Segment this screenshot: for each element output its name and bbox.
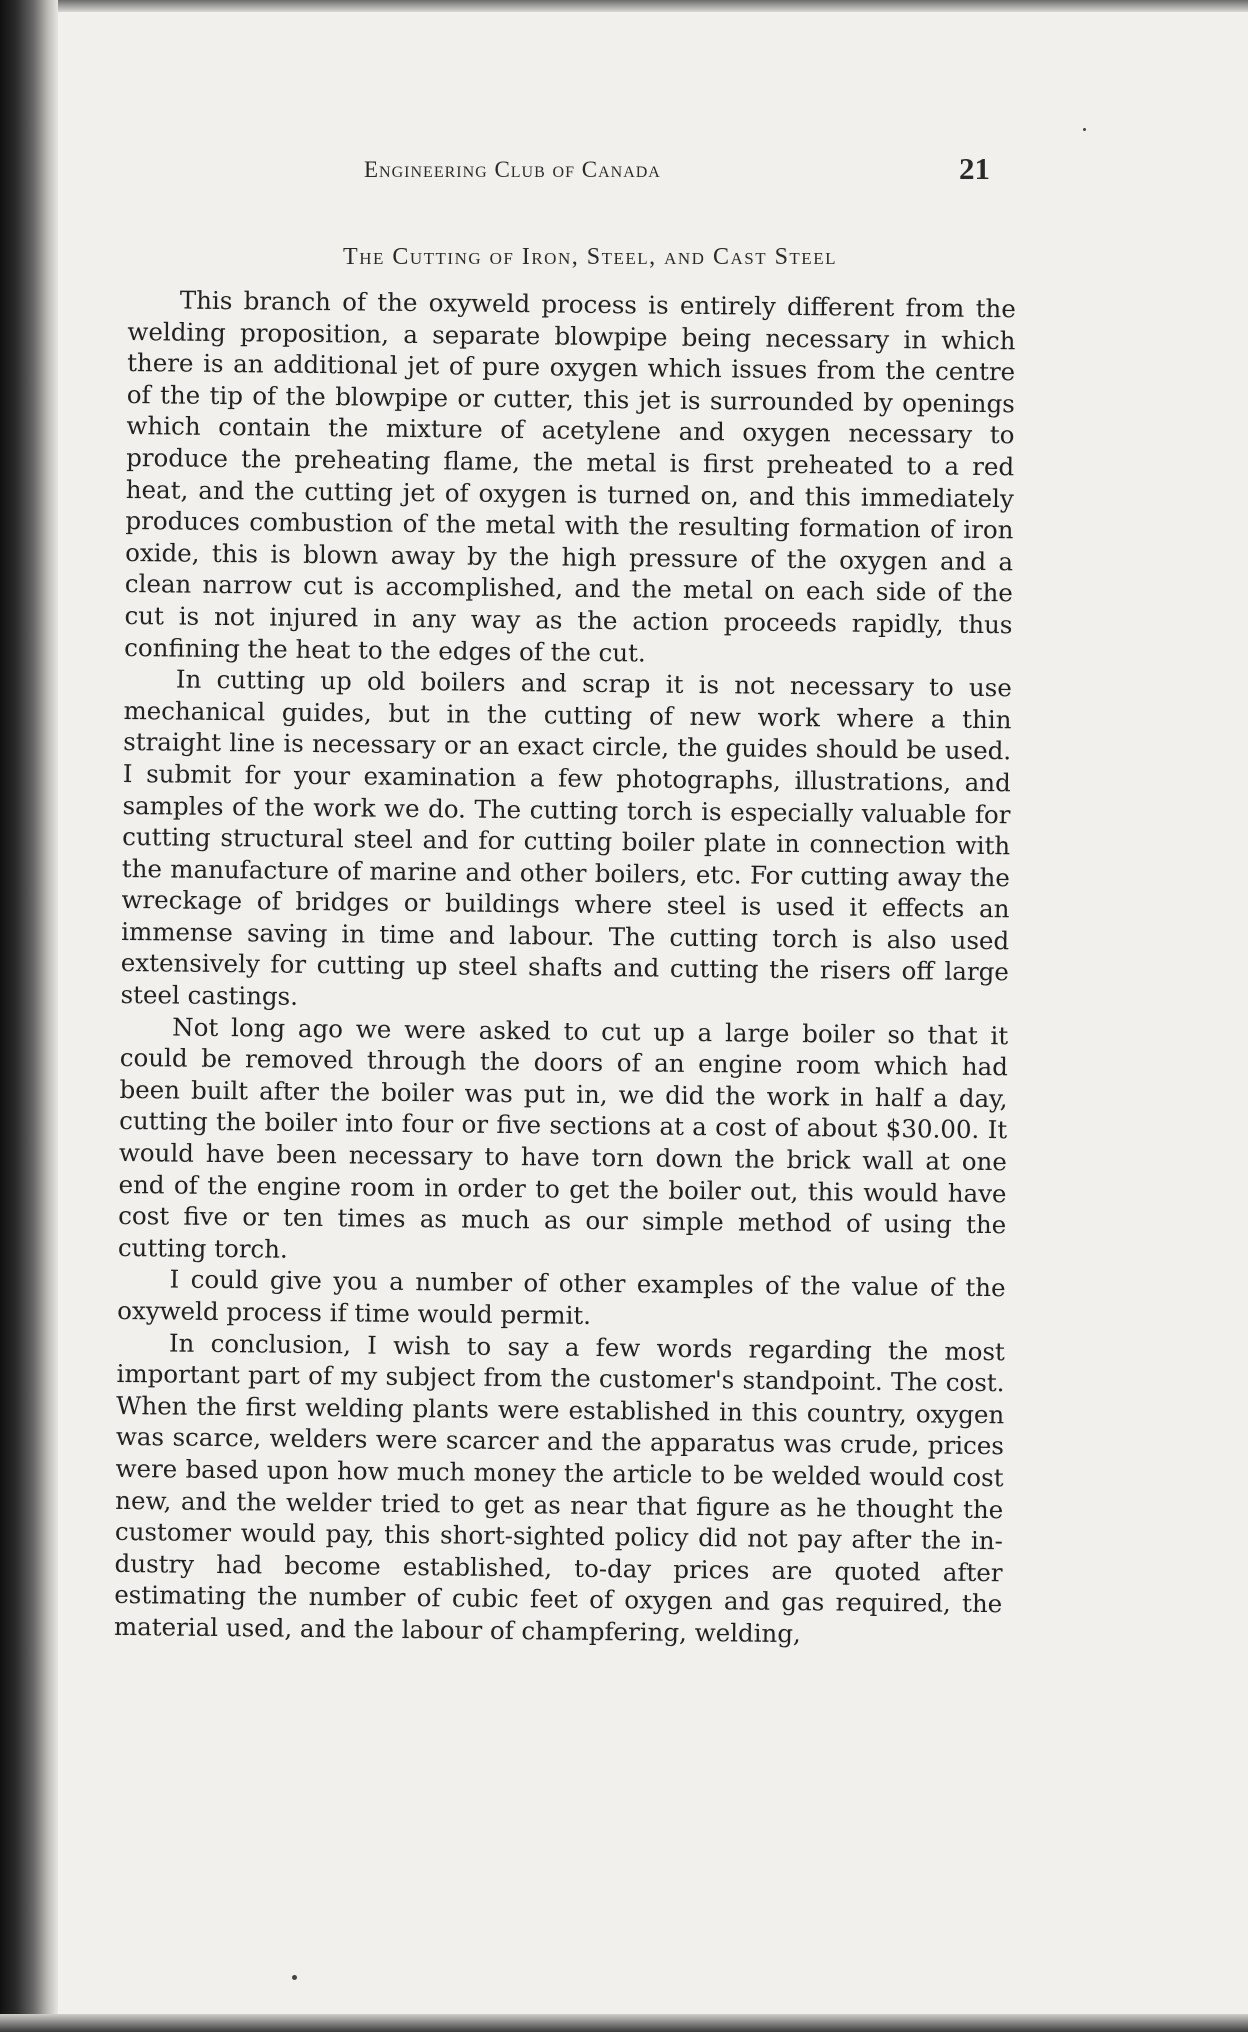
paragraph: Not long ago we were asked to cut up a large boiler so that it could be removed through the doors of an engine room which had been built after the boiler was put in, we did the work in half a day, cutting the boiler into four or five sections at a cost of about $30.00. It would have been necessary to have torn down the brick wall at one end of the engine room in order to get the boiler out, this would have cost five or ten times as much as our simple method of using the cutting torch.	[117, 1012, 1009, 1264]
page-bottom-edge	[0, 2014, 1248, 2032]
paragraph: This branch of the oxyweld process is entirely different from the welding proposition, a separate blowpipe being necessary in which there is an additional jet of pure oxygen which issues from the centre of the tip of the blowpipe or cutter, this jet is surrounded by openings which contain the mixture of acetylene and oxygen necessary to produce the preheating flame, the metal is first preheated to a red heat, and the cutting jet of oxygen is turned on, and this immediately produces combustion of the metal with the resulting formation of iron oxide, this is blown away by the high pressure of the oxygen and a clean narrow cut is accomplished, and the metal on each side of the cut is not injured in any way as the action proceeds rapidly, thus confining the heat to the edges of the cut.	[124, 285, 1016, 667]
section-title: The Cutting of Iron, Steel, and Cast Steel	[343, 244, 837, 270]
page-number: 21	[959, 151, 990, 186]
page-top-shadow	[0, 0, 1248, 12]
paragraph: In cutting up old boilers and scrap it is not necessary to use mechanical guides, but in the cutting of new work where a thin straight line is necessary or an exact circle, the guides should be used. I submit for your examination a few photographs, illustrations, and samples of the work we do. The cutting torch is especially valuable for cutting structural steel and for cutting boiler plate in connection with the manufacture of marine and other boilers, etc. For cutting away the wreckage of bridges or buildings where steel is used it effects an immense saving in time and labour. The cutting torch is also used extensively for cutting up steel shafts and cutting the risers off large steel castings.	[120, 664, 1012, 1011]
ink-speck	[292, 1975, 297, 1980]
paragraph: In conclusion, I wish to say a few words regarding the most important part of my subject from the customer's standpoint. The cost. When the first welding plants were established in this country, oxygen was scarce, welders were scarcer and the apparatus was crude, prices were based upon how much money the article to be welded would cost new, and the welder tried to get as near that figure as he thought the customer would pay, this short-sighted policy did not pay after the industry had become established, to-day prices are quoted after estimating the number of cubic feet of oxygen and gas required, the material used, and the labour of champfering, welding,	[113, 1328, 1006, 1649]
ink-speck	[1083, 128, 1086, 131]
paragraph: I could give you a number of other examples of the value of the oxyweld process if time would permit.	[117, 1264, 1006, 1330]
running-head	[360, 151, 1000, 197]
running-title: Engineering Club of Canada	[364, 157, 661, 182]
book-spine-shadow	[0, 0, 58, 2032]
body-text	[114, 284, 1016, 1652]
